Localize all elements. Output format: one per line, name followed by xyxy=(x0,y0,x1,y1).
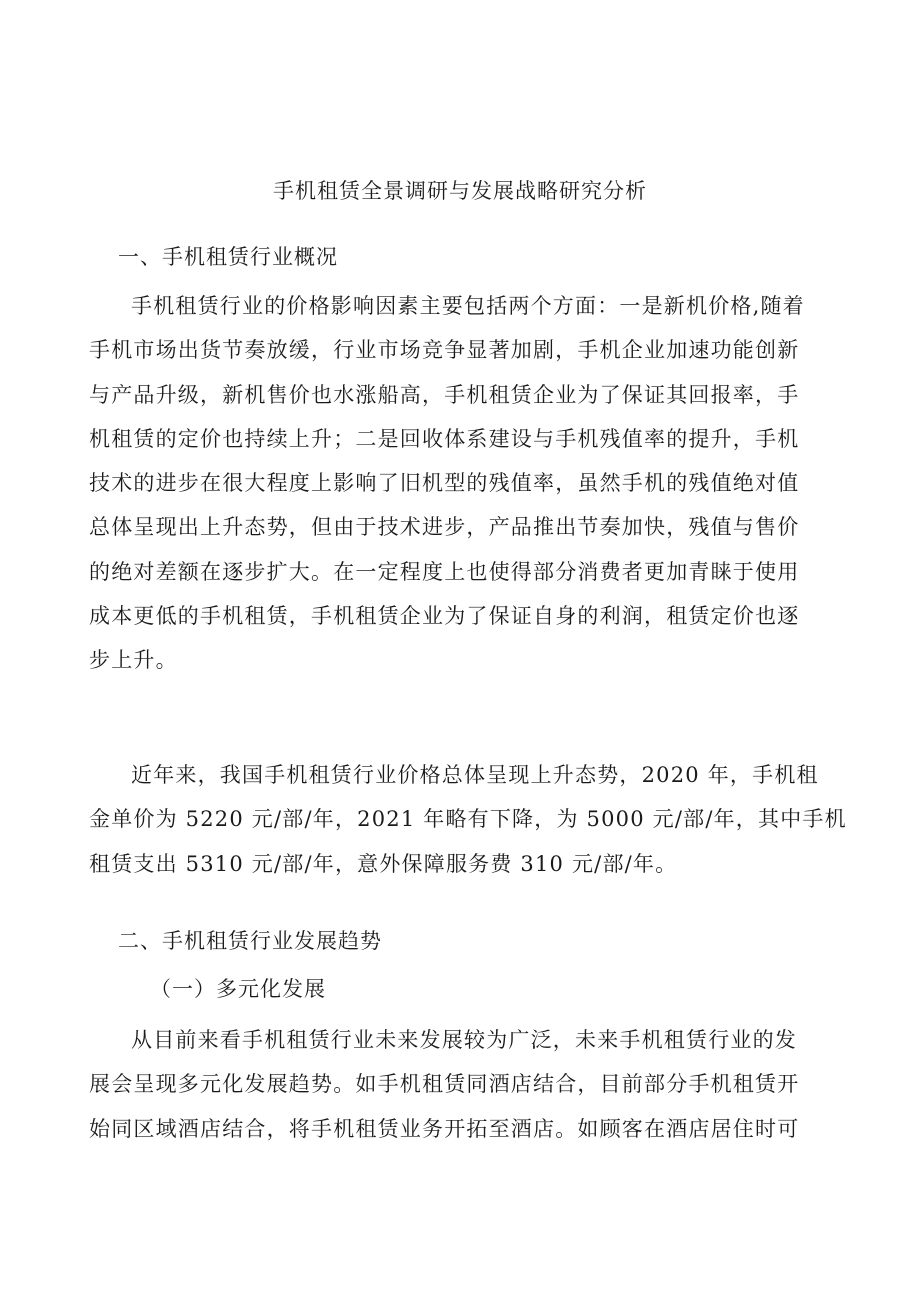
paragraph-line: 展会呈现多元化发展趋势。如手机租赁同酒店结合，目前部分手机租赁开 xyxy=(89,1072,800,1097)
paragraph-line: 近年来，我国手机租赁行业价格总体呈现上升态势，2020 年，手机租 xyxy=(131,763,819,787)
paragraph-line: 手机租赁行业的价格影响因素主要包括两个方面：一是新机价格,随着 xyxy=(131,294,805,318)
paragraph-line: 始同区域酒店结合，将手机租赁业务开拓至酒店。如顾客在酒店居住时可 xyxy=(89,1116,800,1141)
section-2-heading: 二、手机租赁行业发展趋势 xyxy=(118,929,382,953)
paragraph-line: 步上升。 xyxy=(89,648,178,673)
paragraph-line: 机租赁的定价也持续上升；二是回收体系建设与手机残值率的提升，手机 xyxy=(89,426,800,451)
section-1-paragraph-2 xyxy=(89,753,847,886)
paragraph-line: 从目前来看手机租赁行业未来发展较为广泛，未来手机租赁行业的发 xyxy=(131,1028,797,1052)
section-2-paragraph-1 xyxy=(89,1018,829,1151)
section-1-paragraph-1 xyxy=(89,284,829,683)
document-title: 手机租赁全景调研与发展战略研究分析 xyxy=(273,179,647,203)
paragraph-line: 金单价为 5220 元/部/年，2021 年略有下降，为 5000 元/部/年，其中手机 xyxy=(89,807,847,832)
paragraph-line: 手机市场出货节奏放缓，行业市场竞争显著加剧，手机企业加速功能创新 xyxy=(89,338,800,363)
paragraph-line: 成本更低的手机租赁，手机租赁企业为了保证自身的利润，租赁定价也逐 xyxy=(89,604,800,629)
paragraph-line: 技术的进步在很大程度上影响了旧机型的残值率，虽然手机的残值绝对值 xyxy=(89,471,800,496)
section-1-heading: 一、手机租赁行业概况 xyxy=(118,245,338,269)
section-2-subheading: （一）多元化发展 xyxy=(150,977,326,1001)
paragraph-line: 总体呈现出上升态势，但由于技术进步，产品推出节奏加快，残值与售价 xyxy=(89,515,800,540)
paragraph-line: 与产品升级，新机售价也水涨船高，手机租赁企业为了保证其回报率，手 xyxy=(89,382,800,407)
paragraph-line: 的绝对差额在逐步扩大。在一定程度上也使得部分消费者更加青睐于使用 xyxy=(89,559,800,584)
paragraph-line: 租赁支出 5310 元/部/年，意外保障服务费 310 元/部/年。 xyxy=(89,851,678,876)
